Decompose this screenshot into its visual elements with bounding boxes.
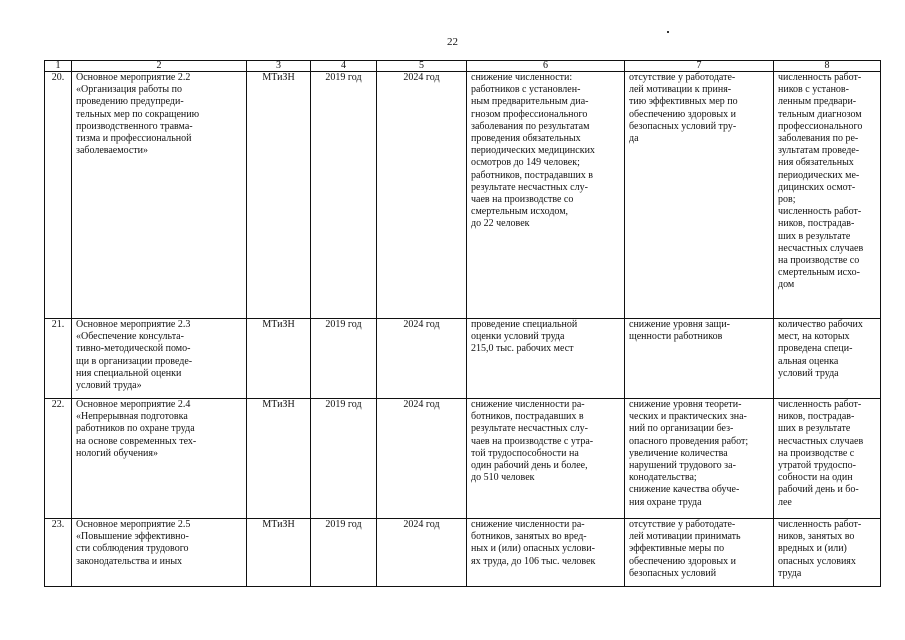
measure-cell: Основное мероприятие 2.2 «Организация работы по проведению предупреди- тельных мер по сокращению производственного травма- тизма и профессиональной заболеваемости»	[72, 72, 247, 319]
end-year-cell: 2024 год	[377, 519, 467, 587]
start-year-cell: 2019 год	[311, 72, 377, 319]
executor-cell: МТиЗН	[247, 519, 311, 587]
column-number: 3	[247, 61, 311, 72]
indicator-cell: количество рабочих мест, на которых проведена специ- альная оценка условий труда	[774, 319, 881, 399]
executor-cell: МТиЗН	[247, 72, 311, 319]
column-number: 6	[467, 61, 625, 72]
column-number: 4	[311, 61, 377, 72]
consequence-cell: снижение уровня защи- щенности работников	[625, 319, 774, 399]
expected-result-cell: снижение численности ра- ботников, занятых во вред- ных и (или) опасных услови- ях труда, до 106 тыс. человек	[467, 519, 625, 587]
table-row	[45, 399, 881, 519]
column-number: 1	[45, 61, 72, 72]
executor-cell: МТиЗН	[247, 399, 311, 519]
indicator-cell: численность работ- ников, пострадав- ших в результате несчастных случаев на производстве с утратой трудоспо- собности на один рабочий день и бо- лее	[774, 399, 881, 519]
column-number: 2	[72, 61, 247, 72]
start-year-cell: 2019 год	[311, 399, 377, 519]
expected-result-cell: снижение численности ра- ботников, пострадавших в результате несчастных слу- чаев на производстве с утра- той трудоспособности на один рабочий день и более, до 510 человек	[467, 399, 625, 519]
table-row	[45, 319, 881, 399]
end-year-cell: 2024 год	[377, 399, 467, 519]
row-number: 21.	[45, 319, 72, 399]
column-number-row	[45, 61, 881, 72]
column-number: 7	[625, 61, 774, 72]
measure-cell: Основное мероприятие 2.4 «Непрерывная подготовка работников по охране труда на основе современных тех- нологий обучения»	[72, 399, 247, 519]
row-number: 20.	[45, 72, 72, 319]
indicator-cell: численность работ- ников, занятых во вредных и (или) опасных условиях труда	[774, 519, 881, 587]
start-year-cell: 2019 год	[311, 519, 377, 587]
column-number: 8	[774, 61, 881, 72]
table-row	[45, 519, 881, 587]
end-year-cell: 2024 год	[377, 72, 467, 319]
start-year-cell: 2019 год	[311, 319, 377, 399]
scan-speck	[667, 31, 669, 33]
measure-cell: Основное мероприятие 2.5 «Повышение эффективно- сти соблюдения трудового законодательства и иных	[72, 519, 247, 587]
column-number: 5	[377, 61, 467, 72]
row-number: 23.	[45, 519, 72, 587]
end-year-cell: 2024 год	[377, 319, 467, 399]
consequence-cell: отсутствие у работодате- лей мотивации принимать эффективные меры по обеспечению здоровых и безопасных условий	[625, 519, 774, 587]
measure-cell: Основное мероприятие 2.3 «Обеспечение консульта- тивно-методической помо- щи в организации проведе- ния специальной оценки условий труда»	[72, 319, 247, 399]
expected-result-cell: проведение специальной оценки условий труда 215,0 тыс. рабочих мест	[467, 319, 625, 399]
page-number: 22	[447, 36, 458, 48]
consequence-cell: отсутствие у работодате- лей мотивации к приня- тию эффективных мер по обеспечению здоровых и безопасных условий тру- да	[625, 72, 774, 319]
program-table	[44, 60, 881, 587]
executor-cell: МТиЗН	[247, 319, 311, 399]
indicator-cell: численность работ- ников с установ- ленным предвари- тельным диагнозом профессионального заболевания по ре- зультатам проведе- ния обязательных периодических ме- дицинских осмот- ров; численность работ- ников, пострадав- ших в результате несчастных случаев на производстве со смертельным исхо- дом	[774, 72, 881, 319]
row-number: 22.	[45, 399, 72, 519]
expected-result-cell: снижение численности: работников с установлен- ным предварительным диа- гнозом профессионального заболевания по результатам проведения обязательных периодических медицинских осмотров до 149 человек; работников, пострадавших в результате несчастных слу- чаев на производстве со смертельным исходом, до 22 человек	[467, 72, 625, 319]
consequence-cell: снижение уровня теорети- ческих и практических зна- ний по организации без- опасного проведения работ; увеличение количества нарушений трудового за- конодательства; снижение качества обуче- ния охране труда	[625, 399, 774, 519]
table-row	[45, 72, 881, 319]
